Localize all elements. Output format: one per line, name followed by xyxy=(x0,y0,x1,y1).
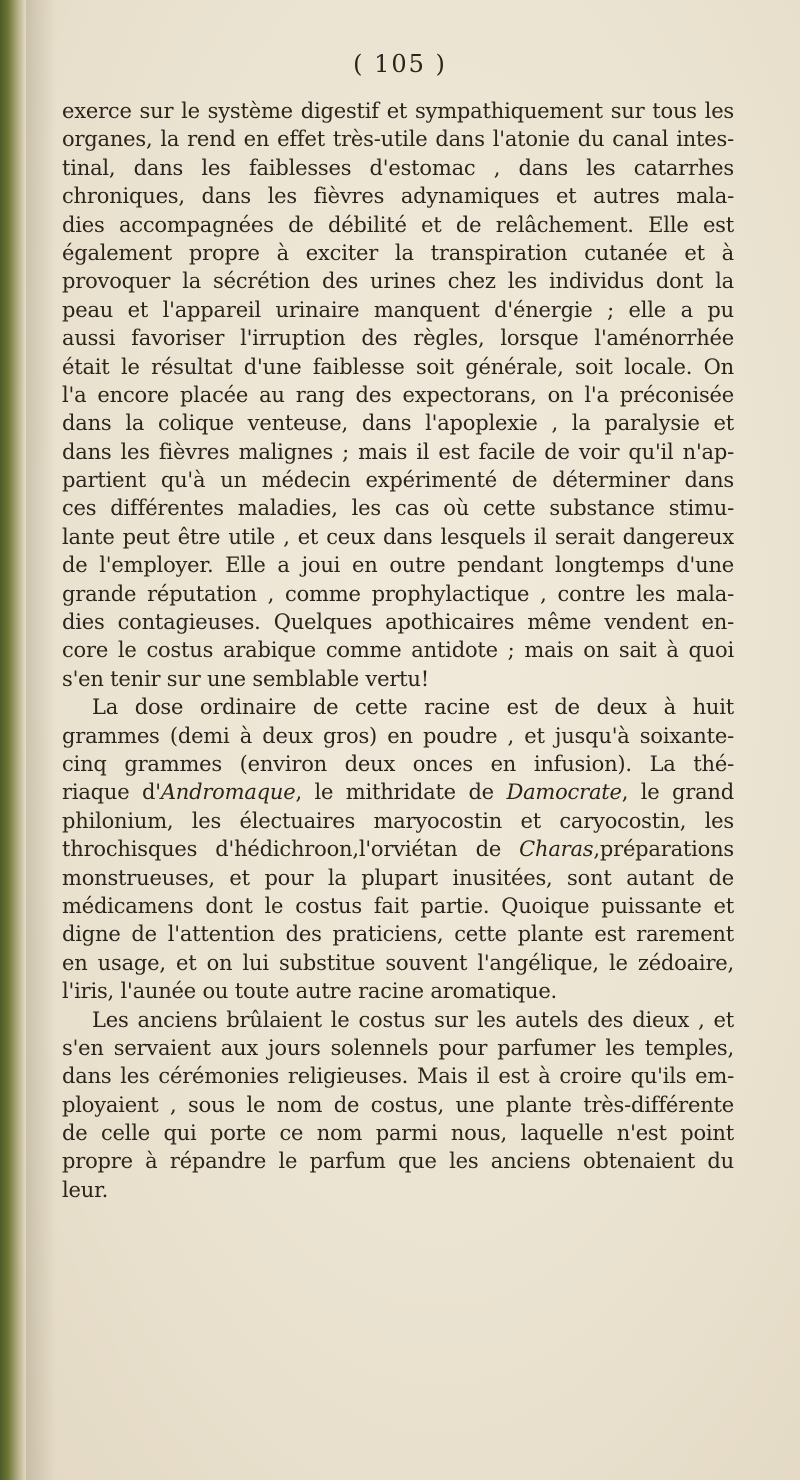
text-line xyxy=(62,864,734,892)
text-run: provoquer la sécrétion des urines chez les individus dont la xyxy=(62,269,734,294)
page-number: ( 105 ) xyxy=(353,50,447,78)
text-line xyxy=(62,239,734,267)
text-line xyxy=(62,693,734,721)
text-line xyxy=(62,1091,734,1119)
text-line xyxy=(62,1062,734,1090)
text-run: aussi favoriser l'irruption des règles, lorsque l'aménorrhée xyxy=(62,326,734,351)
text-run: lante peut être utile , et ceux dans lesquels il serait dangereux xyxy=(62,524,734,549)
text-line xyxy=(62,1034,734,1062)
text-run: exerce sur le système digestif et sympathiquement sur tous les xyxy=(62,99,734,123)
text-run: dans la colique venteuse, dans l'apoplexie , la paralysie et xyxy=(62,411,734,436)
text-run: s'en servaient aux jours solennels pour parfumer les temples, xyxy=(62,1035,734,1060)
text-line xyxy=(62,835,734,863)
text-run: dies accompagnées de débilité et de relâchement. Elle est xyxy=(62,212,734,237)
page-binding-shadow xyxy=(26,0,56,1480)
text-line xyxy=(62,750,734,778)
text-run: ployaient , sous le nom de costus, une plante très-différente xyxy=(62,1092,734,1117)
text-line xyxy=(62,949,734,977)
text-line xyxy=(62,977,734,1005)
text-run: s'en tenir sur une semblable vertu! xyxy=(62,666,429,691)
text-run: de l'employer. Elle a joui en outre pendant longtemps d'une xyxy=(62,553,734,578)
text-line xyxy=(62,211,734,239)
text-run: riaque d' xyxy=(62,780,161,805)
text-run: partient qu'à un médecin expérimenté de déterminer dans xyxy=(62,468,734,493)
text-line xyxy=(62,665,734,693)
text-line xyxy=(62,324,734,352)
text-line xyxy=(62,409,734,437)
text-run: tinal, dans les faiblesses d'estomac , dans les catarrhes xyxy=(62,155,734,180)
text-run: throchisques d'hédichroon,l'orviétan de xyxy=(62,837,520,862)
text-run: , le mithridate de xyxy=(295,780,507,805)
text-line xyxy=(62,97,734,125)
text-line xyxy=(62,920,734,948)
text-line xyxy=(62,494,734,522)
text-line xyxy=(62,1147,734,1175)
text-run: également propre à exciter la transpiration cutanée et à xyxy=(62,240,734,265)
text-run: leur. xyxy=(62,1177,109,1202)
text-run: grammes (demi à deux gros) en poudre , et jusqu'à soixante- xyxy=(62,723,734,748)
text-line xyxy=(62,182,734,210)
text-run: de celle qui porte ce nom parmi nous, laquelle n'est point xyxy=(62,1121,734,1146)
text-run: core le costus arabique comme antidote ; mais on sait à quoi xyxy=(62,638,734,663)
text-line xyxy=(62,807,734,835)
text-run: médicamens dont le costus fait partie. Quoique puissante et xyxy=(62,893,734,918)
text-run: ces différentes maladies, les cas où cette substance stimu- xyxy=(62,496,734,521)
text-line xyxy=(62,154,734,182)
text-run: grande réputation , comme prophylactique , contre les mala- xyxy=(62,581,734,606)
text-line xyxy=(62,1006,734,1034)
text-line xyxy=(62,580,734,608)
italic-name: Andromaque xyxy=(160,780,296,805)
text-line xyxy=(62,722,734,750)
text-line xyxy=(62,636,734,664)
text-run: Les anciens brûlaient le costus sur les autels des dieux , et xyxy=(92,1007,734,1032)
text-line xyxy=(62,353,734,381)
page-binding-edge xyxy=(0,0,26,1480)
text-run: cinq grammes (environ deux onces en infusion). La thé- xyxy=(62,751,734,776)
text-line xyxy=(62,296,734,324)
text-line xyxy=(62,267,734,295)
text-line xyxy=(62,523,734,551)
text-line xyxy=(62,125,734,153)
text-run: monstrueuses, et pour la plupart inusitées, sont autant de xyxy=(62,865,734,890)
text-run: l'iris, l'aunée ou toute autre racine aromatique. xyxy=(62,979,558,1004)
italic-name: Damocrate xyxy=(506,780,622,805)
italic-name: Charas xyxy=(519,837,594,862)
text-line xyxy=(62,381,734,409)
text-run: ,préparations xyxy=(593,837,734,862)
text-run: dies contagieuses. Quelques apothicaires même vendent en- xyxy=(62,610,734,635)
text-run: digne de l'attention des praticiens, cette plante est rarement xyxy=(62,922,734,947)
text-line xyxy=(62,551,734,579)
text-run: propre à répandre le parfum que les anciens obtenaient du xyxy=(62,1149,734,1174)
text-run: dans les cérémonies religieuses. Mais il est à croire qu'ils em- xyxy=(62,1064,734,1089)
body-text xyxy=(62,97,734,1204)
text-run: dans les fièvres malignes ; mais il est facile de voir qu'il n'ap- xyxy=(62,439,734,464)
text-line xyxy=(62,438,734,466)
text-line xyxy=(62,1176,734,1204)
text-run: en usage, et on lui substitue souvent l'angélique, le zédoaire, xyxy=(62,950,734,975)
text-run: , le grand xyxy=(621,780,734,805)
text-run: organes, la rend en effet très-utile dans l'atonie du canal intes- xyxy=(62,127,734,152)
text-run: philonium, les électuaires maryocostin et caryocostin, les xyxy=(62,808,734,833)
text-line xyxy=(62,892,734,920)
text-line xyxy=(62,466,734,494)
text-run: La dose ordinaire de cette racine est de deux à huit xyxy=(92,695,734,720)
text-run: peau et l'appareil urinaire manquent d'énergie ; elle a pu xyxy=(62,297,734,322)
text-line xyxy=(62,1119,734,1147)
text-run: chroniques, dans les fièvres adynamiques et autres mala- xyxy=(62,184,734,209)
text-run: l'a encore placée au rang des expectorans, on l'a préconisée xyxy=(62,382,734,407)
text-line xyxy=(62,778,734,806)
text-run: était le résultat d'une faiblesse soit générale, soit locale. On xyxy=(62,354,734,379)
text-line xyxy=(62,608,734,636)
